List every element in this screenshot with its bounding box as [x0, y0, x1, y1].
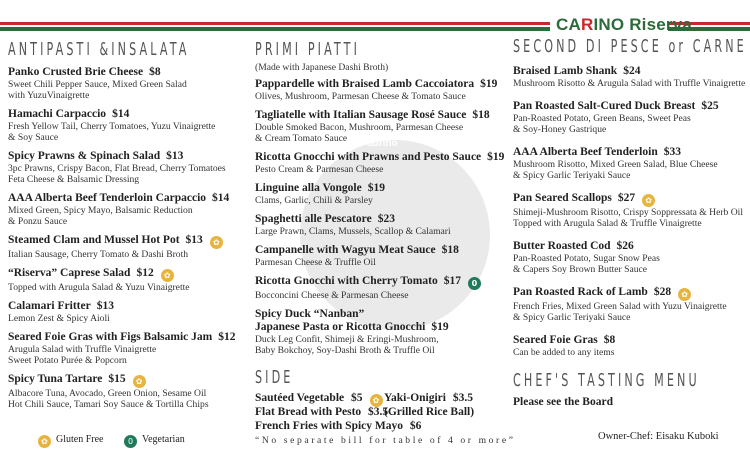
- item-price: $15: [108, 373, 126, 385]
- side-item-sub: (Grilled Rice Ball): [384, 406, 475, 418]
- item-price: $13: [166, 150, 184, 162]
- menu-item: [513, 286, 750, 323]
- menu-item: [8, 331, 248, 366]
- item-description: Bocconcini Cheese & Parmesan Cheese: [255, 290, 409, 301]
- item-price: $24: [623, 65, 641, 77]
- item-description: 3pc Prawns, Crispy Bacon, Flat Bread, Cherry Tomatoes: [8, 163, 226, 174]
- item-name: Butter Roasted Cod: [513, 240, 611, 252]
- item-title: [8, 300, 248, 313]
- item-name: Pan Roasted Salt-Cured Duck Breast: [513, 100, 696, 112]
- item-description: Large Prawn, Clams, Mussels, Scallop & Calamari: [255, 226, 451, 237]
- side-item: Yaki-Onigiri $3.5: [384, 392, 473, 404]
- item-name: Ricotta Gnocchi with Prawns and Pesto Sauce: [255, 151, 482, 163]
- item-title: [513, 286, 750, 301]
- primi-heading: PRIMI PIATTI: [255, 39, 360, 60]
- menu-item: [513, 100, 750, 135]
- item-description: & Capers Soy Brown Butter Sauce: [513, 264, 648, 275]
- item-title: [255, 275, 500, 290]
- item-price: $33: [663, 146, 681, 158]
- menu-item: [513, 334, 750, 358]
- item-description: & Spicy Garlic Teriyaki Sauce: [513, 170, 631, 181]
- item-description: Sweet Potato Purée & Popcorn: [8, 355, 127, 366]
- item-price: $14: [212, 192, 230, 204]
- item-name: Pan Seared Scallops: [513, 192, 612, 204]
- item-title: [255, 78, 500, 91]
- legend-gluten-free: Gluten Free: [56, 434, 104, 445]
- header-stripe-green: [0, 27, 550, 31]
- header-stripe-red: [0, 22, 550, 25]
- item-description: Fresh Yellow Tail, Cherry Tomatoes, Yuzu Vinaigrette: [8, 121, 216, 132]
- item-name: Panko Crusted Brie Cheese: [8, 66, 144, 78]
- item-description: Mushroom Risotto & Arugula Salad with Truffle Vinaigrette: [513, 78, 746, 89]
- item-title: [255, 109, 500, 122]
- item-description: & Soy Sauce: [8, 132, 59, 143]
- item-name: Linguine alla Vongole: [255, 182, 362, 194]
- item-description: Clams, Garlic, Chili & Parsley: [255, 195, 373, 206]
- item-title: [255, 244, 500, 257]
- primi-section: [255, 39, 505, 363]
- item-description: Baby Bokchoy, Soy-Dashi Broth & Truffle Oil: [255, 345, 435, 356]
- vegetarian-icon: 0: [124, 435, 137, 448]
- item-title: [255, 151, 505, 164]
- item-price: $23: [377, 213, 395, 225]
- item-price: $19: [480, 78, 498, 90]
- owner-chef: Owner-Chef: Eisaku Kuboki: [598, 431, 719, 442]
- item-price: $13: [96, 300, 114, 312]
- item-title: [8, 267, 248, 282]
- item-name: Spicy Duck “Nanban”: [255, 308, 365, 320]
- item-price: $27: [617, 192, 636, 204]
- gluten-free-icon: ✿: [133, 375, 146, 388]
- legend: [38, 434, 185, 448]
- side-item: French Fries with Spicy Mayo $6: [255, 420, 422, 432]
- menu-item: [255, 244, 500, 268]
- item-name: Spicy Tuna Tartare: [8, 373, 103, 385]
- item-description: & Cream Tomato Sauce: [255, 133, 348, 144]
- item-name: Spaghetti alle Pescatore: [255, 213, 372, 225]
- menu-item: [255, 151, 505, 175]
- item-title: [513, 240, 750, 253]
- item-description: Pesto Cream & Parmesan Cheese: [255, 164, 384, 175]
- menu-item: [255, 182, 500, 206]
- item-description: Mixed Green, Spicy Mayo, Balsamic Reduction: [8, 205, 193, 216]
- legend-vegetarian: Vegetarian: [142, 434, 185, 445]
- item-name: Campanelle with Wagyu Meat Sauce: [255, 244, 436, 256]
- item-name: AAA Alberta Beef Tenderloin Carpaccio: [8, 192, 207, 204]
- antipasti-section: [8, 39, 248, 417]
- menu-item: [8, 373, 248, 410]
- brand-logo: CARINO Riserva: [556, 15, 693, 34]
- item-price: $26: [616, 240, 634, 252]
- item-price: $28: [653, 286, 672, 298]
- gluten-free-icon: ✿: [38, 435, 51, 448]
- item-title: [513, 146, 750, 159]
- gluten-free-icon: ✿: [678, 288, 691, 301]
- item-name: Steamed Clam and Mussel Hot Pot: [8, 234, 180, 246]
- item-title: [255, 213, 500, 226]
- item-description: & Spicy Garlic Teriyaki Sauce: [513, 312, 631, 323]
- item-title: [8, 108, 248, 121]
- item-description: Hot Chili Sauce, Tamari Soy Sauce & Tortilla Chips: [8, 399, 209, 410]
- item-name: Hamachi Carpaccio: [8, 108, 107, 120]
- gluten-free-icon: ✿: [210, 236, 223, 249]
- menu-item: [8, 234, 248, 260]
- item-price: $14: [112, 108, 130, 120]
- item-description: French Fries, Mixed Green Salad with Yuzu Vinaigrette: [513, 301, 727, 312]
- item-description: Sweet Chili Pepper Sauce, Mixed Green Salad: [8, 79, 187, 90]
- item-name: Braised Lamb Shank: [513, 65, 618, 77]
- tasting-heading: CHEF'S TASTING MENU: [513, 370, 700, 391]
- primi-note: (Made with Japanese Dashi Broth): [255, 62, 389, 73]
- item-price: $12: [136, 267, 154, 279]
- antipasti-heading: ANTIPASTI &INSALATA: [8, 39, 190, 60]
- tasting-text: Please see the Board: [513, 396, 613, 408]
- item-description: Arugula Salad with Truffle Vinaigrette: [8, 344, 157, 355]
- item-name: Seared Foie Gras: [513, 334, 598, 346]
- item-description: Olives, Mushroom, Parmesan Cheese & Tomato Sauce: [255, 91, 466, 102]
- item-title: [8, 66, 248, 79]
- menu-item: [255, 275, 500, 301]
- side-section: [255, 367, 500, 389]
- item-price: $19: [487, 151, 505, 163]
- item-name: Ricotta Gnocchi with Cherry Tomato: [255, 275, 438, 287]
- item-description: Topped with Arugula Salad & Yuzu Vinaigrette: [8, 282, 190, 293]
- side-heading: SIDE: [255, 367, 294, 388]
- item-description: Lemon Zest & Spicy Aioli: [8, 313, 110, 324]
- item-title: [255, 182, 500, 195]
- item-description: Italian Sausage, Cherry Tomato & Dashi Broth: [8, 249, 189, 260]
- item-price: $18: [472, 109, 490, 121]
- item-description: Feta Cheese & Balsamic Dressing: [8, 174, 140, 185]
- item-description: Topped with Arugula Salad & Truffle Vinaigrette: [513, 218, 702, 229]
- menu-item: [255, 308, 500, 356]
- gluten-free-icon: ✿: [642, 194, 655, 207]
- item-price: $12: [218, 331, 236, 343]
- item-title: [513, 100, 750, 113]
- item-title: [513, 334, 750, 347]
- vegetarian-icon: 0: [468, 277, 481, 290]
- menu-item: [8, 66, 248, 101]
- item-title: [8, 192, 248, 205]
- item-description: Mushroom Risotto, Mixed Green Salad, Blue Cheese: [513, 159, 718, 170]
- item-title: [8, 373, 248, 388]
- item-name: Spicy Prawns & Spinach Salad: [8, 150, 161, 162]
- menu-item: [8, 300, 248, 324]
- item-price: $17: [443, 275, 461, 287]
- item-description: & Ponzu Sauce: [8, 216, 68, 227]
- item-name: Calamari Fritter: [8, 300, 91, 312]
- menu-item: [8, 267, 248, 293]
- item-title: [513, 65, 750, 78]
- item-price: $19: [367, 182, 385, 194]
- item-description: Shimeji-Mushroom Risotto, Crispy Soppressata & Herb Oil: [513, 207, 743, 218]
- side-item: Flat Bread with Pesto $3.5: [255, 406, 389, 418]
- menu-item: [513, 65, 750, 89]
- item-price: $8: [149, 66, 161, 78]
- item-name: Pan Roasted Rack of Lamb: [513, 286, 648, 298]
- menu-item: [513, 192, 750, 229]
- separate-bill-note: “No separate bill for table of 4 or more”: [255, 435, 516, 446]
- tasting-section: [513, 370, 750, 409]
- menu-item: [8, 108, 248, 143]
- item-price: $18: [441, 244, 459, 256]
- item-price: $25: [701, 100, 719, 112]
- menu-item: [8, 192, 248, 227]
- item-name-line2: Japanese Pasta or Ricotta Gnocchi: [255, 321, 426, 333]
- item-description: Pan-Roasted Potato, Green Beans, Sweet Peas: [513, 113, 691, 124]
- item-description: with YuzuVinaigrette: [8, 90, 90, 101]
- item-description: Duck Leg Confit, Shimeji & Eringi-Mushroom,: [255, 334, 439, 345]
- item-title: [513, 192, 750, 207]
- menu-item: [255, 78, 500, 102]
- item-price: $13: [185, 234, 203, 246]
- item-title: [255, 321, 500, 334]
- item-title: [8, 234, 248, 249]
- gluten-free-icon: ✿: [370, 394, 383, 407]
- side-item: Sautéed Vegetable $5 ✿: [255, 392, 383, 407]
- watermark-text: il Padrino: [352, 138, 398, 149]
- item-name: Seared Foie Gras with Figs Balsamic Jam: [8, 331, 213, 343]
- item-price: $19: [431, 321, 449, 333]
- menu-item: [255, 213, 500, 237]
- item-description: Parmesan Cheese & Truffle Oil: [255, 257, 376, 268]
- gluten-free-icon: ✿: [161, 269, 174, 282]
- secondi-heading: SECOND DI PESCE or CARNE: [513, 36, 747, 57]
- item-title: [255, 308, 500, 321]
- secondi-section: [513, 36, 750, 369]
- item-name: Pappardelle with Braised Lamb Caccoiatora: [255, 78, 475, 90]
- menu-item: [513, 146, 750, 181]
- item-title: [8, 331, 248, 344]
- item-description: Pan-Roasted Potato, Sugar Snow Peas: [513, 253, 660, 264]
- item-title: [8, 150, 248, 163]
- item-name: AAA Alberta Beef Tenderloin: [513, 146, 658, 158]
- item-description: Albacore Tuna, Avocado, Green Onion, Sesame Oil: [8, 388, 207, 399]
- item-description: Double Smoked Bacon, Mushroom, Parmesan Cheese: [255, 122, 464, 133]
- menu-item: [513, 240, 750, 275]
- menu-item: [8, 150, 248, 185]
- item-name: Tagliatelle with Italian Sausage Rosé Sauce: [255, 109, 467, 121]
- item-description: Can be added to any items: [513, 347, 615, 358]
- menu-item: [255, 109, 500, 144]
- item-price: $8: [603, 334, 616, 346]
- item-description: & Soy-Honey Gastrique: [513, 124, 607, 135]
- item-name: “Riserva” Caprese Salad: [8, 267, 131, 279]
